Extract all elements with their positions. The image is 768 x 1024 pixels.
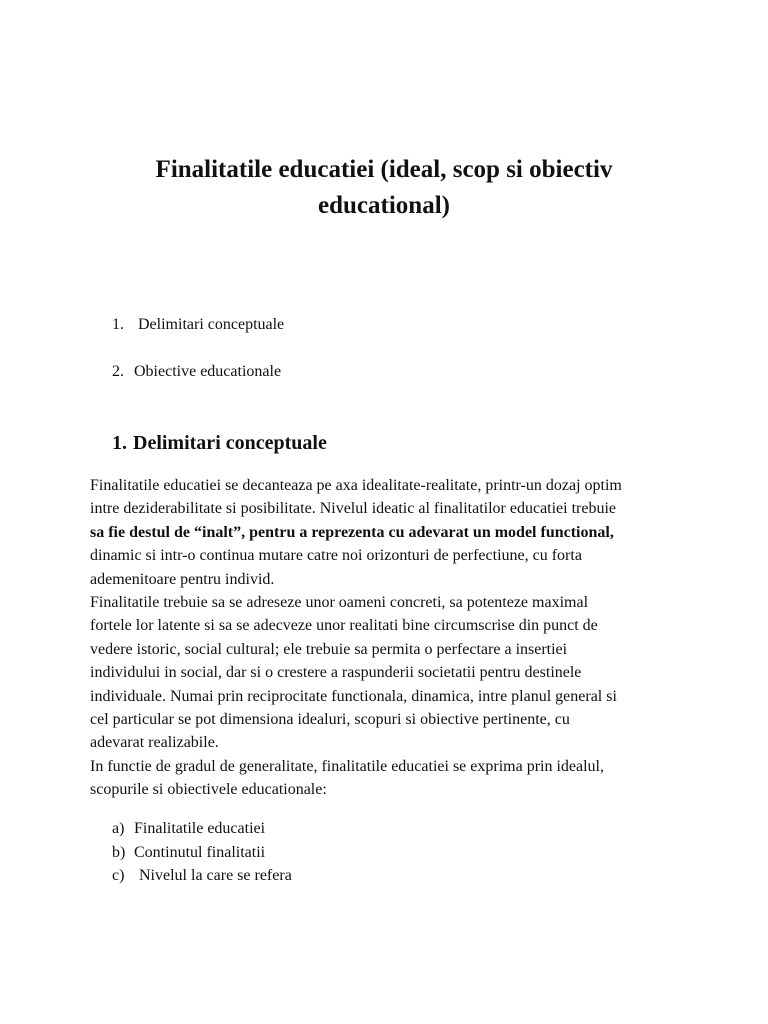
paragraph-line: individuale. Numai prin reciprocitate functionala, dinamica, intre planul general si [90,687,617,705]
section-heading-label: Delimitari conceptuale [133,432,327,454]
list-item-marker: b) [112,843,126,861]
paragraph-line: individului in social, dar si o crestere a raspunderii societatii pentru destinele [90,664,582,682]
lettered-list [112,817,292,888]
paragraph-line: intre deziderabilitate si posibilitate. Nivelul ideatic al finalitatilor educatiei trebuie [90,500,617,518]
toc-item [112,313,284,337]
document-title [90,152,678,224]
paragraph-line: Finalitatile educatiei se decanteaza pe axa idealitate-realitate, printr-un dozaj optim [90,477,622,494]
paragraph-line: cel particular se pot dimensiona idealuri, scopuri si obiective pertinente, cu [90,711,570,729]
list-item-marker: a) [112,820,125,837]
list-item-text: Continutul finalitatii [134,843,266,861]
paragraph-line: scopurile si obiectivele educationale: [90,781,327,799]
list-item [112,841,292,865]
section-heading-number: 1. [112,432,127,454]
body-paragraph [90,474,690,802]
section-heading [112,428,327,458]
list-item-text: Nivelul la care se refera [139,867,292,884]
paragraph-line: ademenitoare pentru individ. [90,570,275,588]
toc-item [112,360,284,384]
list-item-text: Finalitatile educatiei [134,820,266,837]
list-item [112,817,292,841]
toc-item-number: 1. [112,316,124,333]
paragraph-line-emphasis: sa fie destul de “inalt”, pentru a reprezenta cu adevarat un model functional, [90,523,614,541]
paragraph-line: Finalitatile trebuie sa se adreseze unor oameni concreti, sa potenteze maximal [90,594,589,612]
paragraph-line: adevarat realizabile. [90,734,219,752]
paragraph-line: fortele lor latente si sa se adecveze unor realitati bine circumscrise din punct de [90,617,598,635]
toc-item-label: Obiective educationale [134,363,282,380]
paragraph-line: In functie de gradul de generalitate, finalitatile educatiei se exprima prin idealul, [90,757,604,775]
paragraph-line: vedere istoric, social cultural; ele trebuie sa permita o perfectare a insertiei [90,640,568,658]
title-line-1: Finalitatile educatiei (ideal, scop si obiectiv [155,156,613,183]
toc-item-number: 2. [112,363,124,380]
list-item [112,864,292,888]
title-line-2: educational) [318,192,450,219]
table-of-contents [112,313,284,384]
list-item-marker: c) [112,867,125,884]
toc-item-label: Delimitari conceptuale [138,316,285,333]
paragraph-line: dinamic si intr-o continua mutare catre noi orizonturi de perfectiune, cu forta [90,547,582,565]
